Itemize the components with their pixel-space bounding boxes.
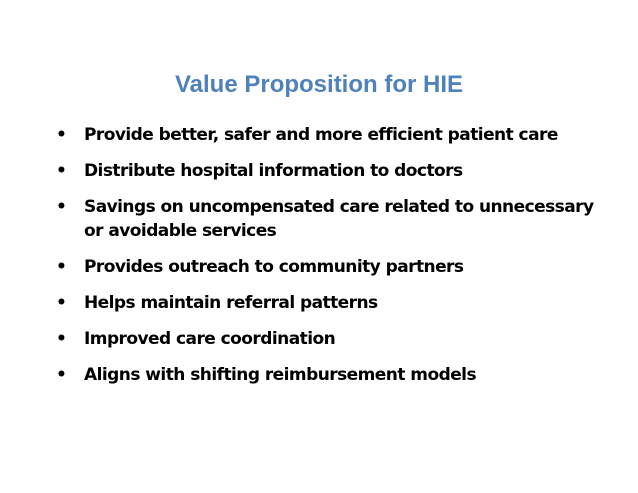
bullet-item-7 — [50, 364, 610, 388]
bullet-icon: • — [56, 197, 67, 217]
bullet-icon: • — [56, 364, 67, 385]
bullet-list — [50, 124, 610, 387]
bullet-icon: • — [56, 161, 67, 181]
bullet-icon: • — [56, 256, 67, 277]
bullet-text: Distribute hospital information to doctors — [84, 161, 463, 181]
bullet-item-1 — [50, 124, 610, 148]
bullet-icon: • — [56, 328, 67, 349]
bullet-text: Provides outreach to community partners — [84, 256, 464, 277]
bullet-item-5 — [50, 292, 610, 316]
bullet-text: Aligns with shifting reimbursement models — [84, 364, 477, 385]
slide-title: Value Proposition for HIE — [174, 71, 464, 98]
bullet-text: Improved care coordination — [84, 328, 336, 349]
bullet-item-2 — [50, 160, 610, 184]
bullet-text: Provide better, safer and more efficient patient care — [84, 125, 558, 145]
bullet-item-4 — [50, 256, 610, 280]
bullet-icon: • — [56, 125, 67, 145]
bullet-icon: • — [56, 292, 67, 313]
bullet-item-6 — [50, 328, 610, 352]
bullet-text: Helps maintain referral patterns — [84, 292, 378, 313]
bullet-text: Savings on uncompensated care related to unnecessary or avoidable services — [84, 197, 594, 241]
bullet-item-3 — [50, 196, 610, 243]
